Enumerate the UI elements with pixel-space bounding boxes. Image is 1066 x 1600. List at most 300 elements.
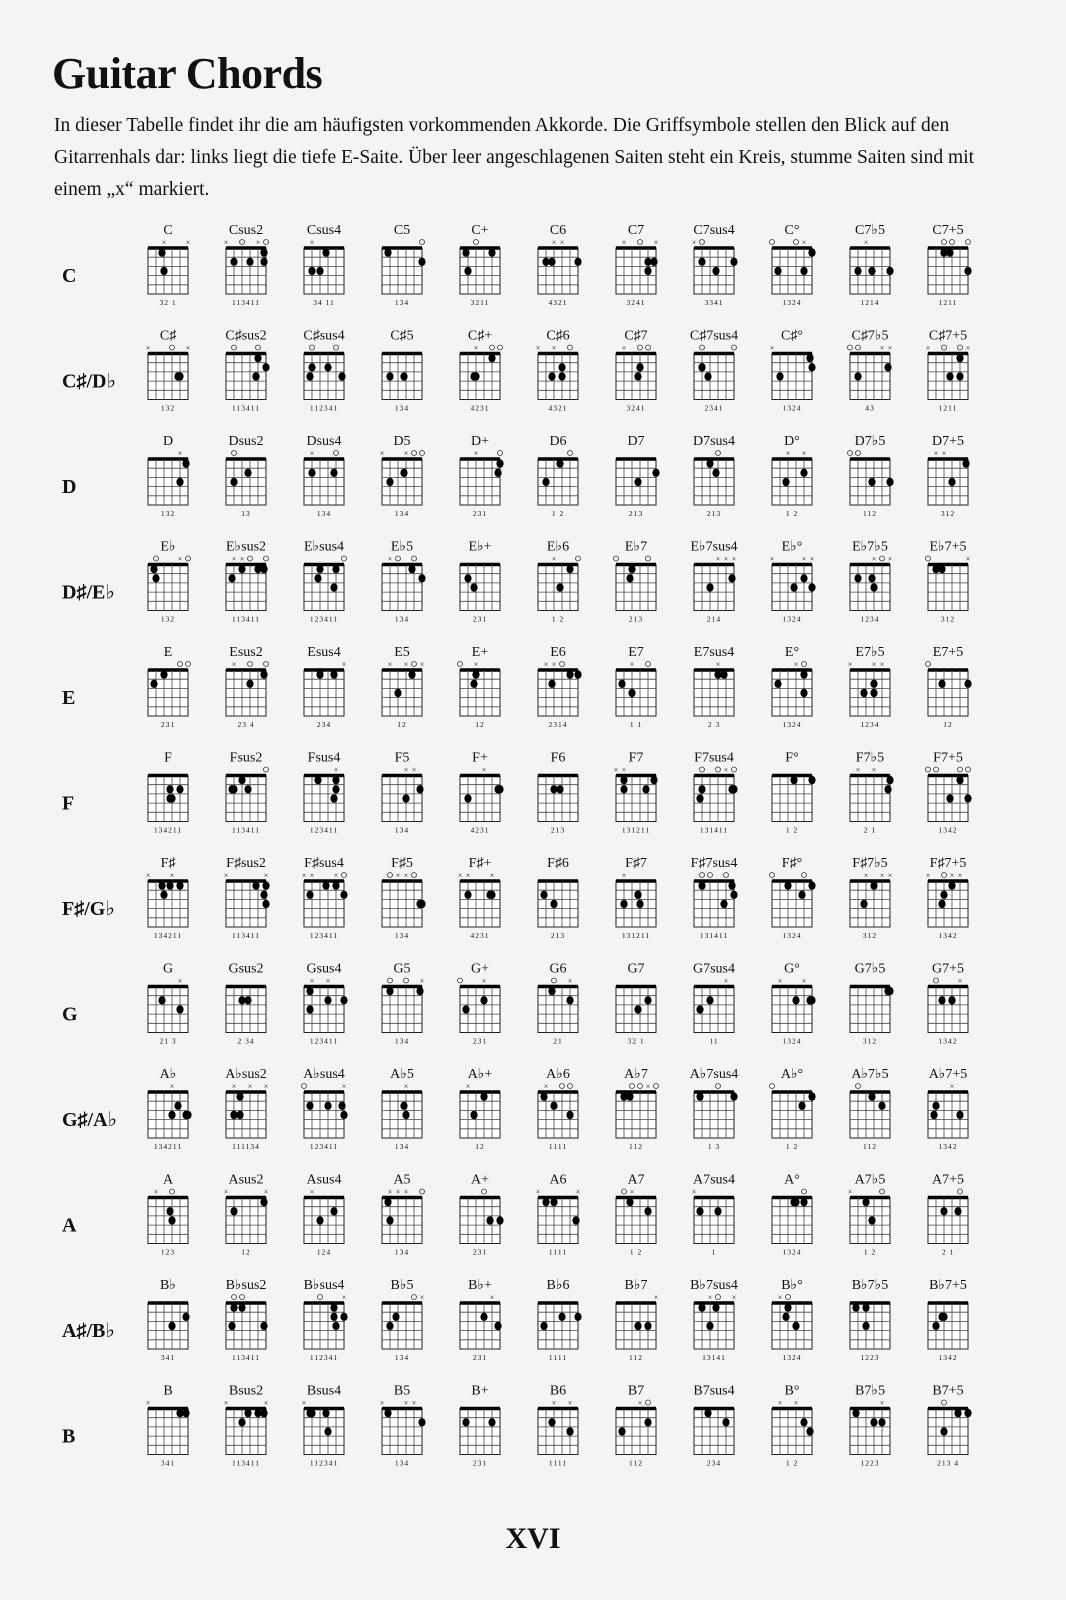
finger-numbers: 113411: [232, 298, 260, 307]
chord-name: D5: [393, 434, 411, 449]
chord-name: F5: [394, 750, 410, 766]
chord-diagram: [460, 329, 503, 413]
finger-dot: [244, 1409, 251, 1417]
open-string-marker: [708, 873, 713, 878]
finger-dot: [776, 372, 783, 380]
finger-dot: [558, 1313, 565, 1321]
chord-diagram: [770, 223, 816, 307]
finger-dot: [542, 1198, 549, 1206]
chord-diagram: [538, 645, 582, 729]
finger-numbers: 2 1: [863, 825, 877, 835]
chord-name: F♯sus2: [226, 856, 266, 871]
finger-dot: [956, 776, 963, 784]
fretboard: [226, 881, 266, 927]
finger-dot: [238, 565, 245, 573]
fretboard: [460, 881, 500, 927]
finger-dot: [634, 1322, 641, 1330]
finger-dot: [168, 1111, 175, 1119]
chord-name: F+: [472, 750, 488, 766]
chord-diagram: [304, 223, 344, 307]
finger-dot: [540, 1322, 547, 1330]
open-string-marker: [646, 345, 651, 350]
finger-dot: [182, 1409, 189, 1417]
chord-name: F♯7♭5: [852, 856, 888, 871]
chord-name: E♭+: [468, 539, 492, 555]
finger-dot: [806, 1427, 813, 1435]
muted-string-marker: ×: [793, 1398, 799, 1408]
finger-dot: [808, 363, 815, 371]
chord-name: C♯+: [467, 328, 493, 344]
muted-string-marker: ×: [169, 871, 175, 880]
chord-diagram: [690, 1278, 738, 1362]
finger-numbers: 123411: [309, 614, 339, 624]
finger-numbers: 312: [940, 509, 956, 518]
finger-dot: [246, 258, 253, 266]
chord-name: G5: [393, 961, 411, 977]
finger-numbers: 234: [706, 1458, 722, 1468]
finger-dot: [800, 267, 807, 275]
chord-name: B5: [393, 1383, 411, 1399]
open-string-marker: [240, 1295, 245, 1300]
intro-paragraph: In dieser Tabelle findet ihr die am häufigsten vorkommenden Akkorde. Die Griffsymbole stellen den Blick auf den Gitarrenhals dar: links liegt die tiefe E-Saite. Über leer angeschlagenen Saiten steht ein Kreis, stumme Saiten sind mit einem „x“ markiert.: [54, 115, 975, 200]
open-string-marker: [966, 767, 971, 772]
open-string-marker: [388, 978, 393, 983]
finger-numbers: 112341: [309, 1353, 339, 1362]
open-string-marker: [700, 345, 705, 350]
open-string-marker: [700, 240, 705, 245]
finger-numbers: 1211: [938, 298, 958, 307]
chord-diagram: [538, 1278, 582, 1362]
muted-string-marker: ×: [847, 660, 853, 669]
chord-name: A♭+: [467, 1067, 493, 1082]
finger-numbers: 113411: [232, 931, 260, 940]
chord-diagram: [690, 329, 738, 413]
finger-dot: [540, 891, 547, 899]
finger-numbers: 1324: [782, 1036, 802, 1046]
finger-numbers: 13141: [702, 1353, 726, 1362]
finger-dot: [948, 996, 955, 1004]
chord-name: B+: [471, 1383, 489, 1399]
finger-dot: [790, 776, 797, 784]
finger-dot: [634, 372, 641, 380]
finger-dot: [946, 794, 953, 802]
fretboard: [928, 987, 968, 1033]
chord-name: A7+5: [931, 1172, 965, 1188]
chord-diagram: [224, 856, 270, 940]
fretboard: [148, 670, 188, 716]
chord-name: A7: [627, 1172, 645, 1188]
finger-numbers: 1234: [860, 614, 880, 624]
chord-diagram: [848, 329, 893, 413]
fretboard: [538, 776, 578, 822]
finger-numbers: 123411: [309, 1036, 339, 1046]
chord-name: G+: [470, 961, 490, 977]
finger-numbers: 134: [316, 509, 332, 518]
chord-diagram: [148, 645, 191, 729]
muted-string-marker: ×: [957, 871, 963, 880]
finger-dot: [862, 1322, 869, 1330]
finger-dot: [244, 785, 251, 793]
finger-dot: [324, 1427, 331, 1435]
chord-name: B♭°: [781, 1278, 803, 1293]
finger-numbers: 2 1: [941, 1247, 955, 1257]
fretboard: [148, 1303, 188, 1349]
muted-string-marker: ×: [723, 976, 729, 986]
chord-diagram: [926, 856, 968, 940]
muted-string-marker: ×: [263, 871, 269, 880]
finger-dot: [720, 670, 727, 678]
finger-dot: [418, 574, 425, 582]
finger-dot: [854, 267, 861, 275]
chord-diagram: [692, 1173, 735, 1257]
finger-dot: [550, 900, 557, 908]
fretboard: [382, 1092, 422, 1138]
muted-string-marker: ×: [301, 1398, 307, 1408]
finger-dot: [852, 1303, 859, 1311]
finger-dot: [878, 1102, 885, 1110]
finger-numbers: 231: [472, 1353, 488, 1362]
chord-diagram: [226, 645, 269, 729]
chord-name: B7♭5: [855, 1383, 885, 1399]
finger-dot: [306, 891, 313, 899]
muted-string-marker: ×: [567, 976, 573, 986]
finger-numbers: 231: [472, 1458, 488, 1468]
finger-dot: [884, 785, 891, 793]
finger-numbers: 112: [863, 1142, 877, 1151]
chord-name: A♭sus2: [225, 1067, 267, 1082]
chord-diagram: [148, 223, 190, 307]
muted-string-marker: ×: [465, 871, 471, 880]
muted-string-marker: ×: [419, 660, 425, 669]
muted-string-marker: ×: [223, 871, 229, 880]
finger-numbers: 1111: [548, 1458, 568, 1468]
finger-dot: [704, 372, 711, 380]
chord-name: Esus4: [307, 645, 341, 660]
finger-dot: [230, 1303, 237, 1311]
page-number: XVI: [505, 1522, 561, 1555]
finger-dot: [244, 469, 251, 477]
finger-numbers: 4231: [470, 403, 490, 413]
finger-dot: [868, 1216, 875, 1224]
finger-dot: [572, 1216, 579, 1224]
chord-name: Dsus4: [306, 434, 342, 449]
chord-name: Esus2: [229, 645, 263, 660]
finger-dot: [626, 1092, 633, 1100]
chord-name: F7: [628, 750, 644, 766]
open-string-marker: [958, 345, 963, 350]
chord-diagram: [380, 434, 425, 518]
finger-dot: [940, 1207, 947, 1215]
finger-numbers: 112: [629, 1353, 643, 1362]
open-string-marker: [568, 345, 573, 350]
chord-name: G7: [627, 961, 645, 977]
chord-name: A♭7♭5: [851, 1067, 889, 1082]
finger-dot: [252, 372, 259, 380]
finger-dot: [868, 1092, 875, 1100]
finger-dot: [618, 1427, 625, 1435]
open-string-marker: [732, 345, 737, 350]
chord-diagram: [146, 856, 188, 940]
muted-string-marker: ×: [161, 238, 167, 247]
finger-numbers: 213 4: [937, 1458, 959, 1468]
chord-name: C♯°: [781, 328, 803, 344]
finger-numbers: 134: [394, 825, 410, 835]
fretboard: [226, 776, 266, 822]
finger-dot: [696, 1207, 703, 1215]
finger-numbers: 1342: [938, 931, 958, 940]
fretboard: [928, 1198, 968, 1244]
finger-numbers: 1234: [860, 720, 880, 729]
open-string-marker: [966, 240, 971, 245]
chord-diagram: [302, 1384, 344, 1468]
open-string-marker: [568, 1084, 573, 1089]
finger-numbers: 341: [160, 1353, 176, 1362]
finger-dot: [384, 1198, 391, 1206]
finger-dot: [340, 996, 347, 1004]
row-label: E: [62, 687, 76, 709]
finger-numbers: 1 3: [707, 1142, 721, 1151]
finger-dot: [160, 267, 167, 275]
finger-dot: [542, 258, 549, 266]
chord-name: C♯7sus4: [689, 328, 739, 344]
finger-dot: [938, 565, 945, 573]
finger-dot: [938, 996, 945, 1004]
chord-diagram: [304, 751, 344, 835]
muted-string-marker: ×: [403, 660, 409, 669]
chord-diagram: [616, 1067, 659, 1151]
row-label: C♯/D♭: [62, 370, 116, 393]
finger-dot: [808, 1092, 815, 1100]
chord-name: B7: [627, 1383, 645, 1399]
chord-name: Asus2: [228, 1172, 264, 1188]
muted-string-marker: ×: [715, 660, 721, 669]
finger-numbers: 1211: [938, 403, 958, 413]
finger-dot: [392, 1313, 399, 1321]
chord-name: E: [163, 645, 173, 660]
finger-numbers: 1324: [782, 403, 802, 413]
finger-numbers: 113411: [232, 1353, 260, 1362]
finger-numbers: 134: [394, 1458, 410, 1468]
muted-string-marker: ×: [457, 871, 463, 880]
finger-dot: [548, 987, 555, 995]
open-string-marker: [154, 556, 159, 561]
open-string-marker: [614, 556, 619, 561]
muted-string-marker: ×: [933, 449, 939, 458]
chord-diagram: [224, 223, 269, 307]
finger-dot: [548, 1418, 555, 1426]
chord-diagram: [382, 856, 426, 940]
finger-dot: [386, 478, 393, 486]
chord-name: C5: [393, 223, 411, 238]
finger-dot: [730, 258, 737, 266]
finger-dot: [954, 1207, 961, 1215]
finger-dot: [402, 794, 409, 802]
fretboard: [460, 1198, 500, 1244]
open-string-marker: [388, 873, 393, 878]
finger-dot: [322, 248, 329, 256]
chord-name: F♯7sus4: [690, 856, 738, 871]
fretboard: [772, 1092, 812, 1138]
finger-numbers: 21 3: [159, 1036, 177, 1046]
fretboard: [928, 881, 968, 927]
finger-dot: [494, 469, 501, 477]
finger-dot: [636, 900, 643, 908]
muted-string-marker: ×: [247, 1082, 253, 1091]
open-string-marker: [724, 873, 729, 878]
muted-string-marker: ×: [847, 1187, 853, 1197]
fretboard: [772, 1303, 812, 1349]
finger-dot: [228, 574, 235, 582]
chord-diagram: [226, 540, 269, 624]
chord-diagram: [304, 645, 346, 729]
chord-diagram: [850, 856, 892, 940]
open-string-marker: [232, 451, 237, 456]
finger-dot: [870, 1418, 877, 1426]
fretboard: [850, 565, 890, 611]
chord-diagram: [848, 645, 890, 729]
finger-dot: [470, 1111, 477, 1119]
finger-dot: [262, 900, 269, 908]
finger-dot: [574, 670, 581, 678]
finger-dot: [316, 267, 323, 275]
chord-diagram: [848, 1173, 890, 1257]
muted-string-marker: ×: [309, 1187, 315, 1197]
finger-numbers: 1324: [782, 1353, 802, 1362]
muted-string-marker: ×: [731, 1293, 737, 1302]
finger-numbers: 13: [241, 509, 251, 518]
finger-dot: [494, 785, 501, 793]
finger-dot: [228, 1322, 235, 1330]
chord-diagram: [616, 434, 660, 518]
chord-name: A°: [784, 1172, 800, 1188]
finger-dot: [696, 794, 703, 802]
chord-name: E♭sus4: [303, 539, 345, 555]
finger-dot: [166, 881, 173, 889]
fretboard: [226, 248, 266, 294]
muted-string-marker: ×: [185, 238, 191, 247]
open-string-marker: [170, 345, 175, 350]
chord-diagram: [226, 1278, 268, 1362]
muted-string-marker: ×: [387, 1187, 393, 1197]
muted-string-marker: ×: [965, 554, 971, 564]
muted-string-marker: ×: [263, 1398, 269, 1408]
finger-dot: [932, 1102, 939, 1110]
chord-diagram: [850, 223, 894, 307]
finger-numbers: 1342: [938, 1353, 958, 1362]
chord-name: Bsus4: [306, 1383, 342, 1399]
open-string-marker: [856, 345, 861, 350]
finger-numbers: 1324: [782, 1247, 802, 1257]
finger-dot: [322, 881, 329, 889]
chord-name: B♭5: [390, 1278, 414, 1293]
chord-diagram: [772, 751, 816, 835]
finger-numbers: 134: [394, 1353, 410, 1362]
muted-string-marker: ×: [177, 554, 183, 564]
chord-diagram: [772, 434, 812, 518]
open-string-marker: [934, 978, 939, 983]
finger-dot: [782, 478, 789, 486]
finger-dot: [416, 785, 423, 793]
muted-string-marker: ×: [465, 1082, 471, 1091]
open-string-marker: [716, 1084, 721, 1089]
chord-diagram: [693, 434, 735, 518]
chord-diagram: [690, 1067, 739, 1151]
muted-string-marker: ×: [871, 660, 877, 669]
muted-string-marker: ×: [535, 1187, 541, 1197]
finger-numbers: 213: [706, 509, 722, 518]
open-string-marker: [934, 767, 939, 772]
finger-dot: [472, 670, 479, 678]
muted-string-marker: ×: [535, 343, 541, 353]
chord-diagram: [536, 329, 578, 413]
finger-dot: [566, 1427, 573, 1435]
finger-dot: [174, 372, 181, 380]
finger-numbers: 312: [862, 1036, 878, 1046]
finger-dot: [330, 583, 337, 591]
finger-dot: [486, 1216, 493, 1224]
finger-dot: [306, 1102, 313, 1110]
chord-diagram: [538, 962, 578, 1046]
row-label: D♯/E♭: [62, 581, 115, 604]
chord-name: C♯7♭5: [851, 328, 889, 344]
finger-numbers: 1324: [782, 931, 802, 940]
muted-string-marker: ×: [543, 660, 549, 669]
finger-dot: [696, 1005, 703, 1013]
muted-string-marker: ×: [551, 238, 557, 247]
muted-string-marker: ×: [629, 1187, 635, 1197]
chord-diagram: [691, 856, 738, 940]
muted-string-marker: ×: [949, 1082, 955, 1091]
muted-string-marker: ×: [801, 554, 807, 564]
muted-string-marker: ×: [223, 1187, 229, 1197]
finger-dot: [316, 1216, 323, 1224]
finger-dot: [808, 248, 815, 256]
chord-name: F7sus4: [694, 750, 734, 766]
finger-dot: [252, 881, 259, 889]
muted-string-marker: ×: [403, 1082, 409, 1091]
finger-numbers: 112341: [309, 1458, 339, 1468]
row-label: C: [62, 265, 77, 287]
open-string-marker: [560, 1084, 565, 1089]
finger-dot: [480, 1092, 487, 1100]
fretboard: [616, 670, 656, 716]
open-string-marker: [264, 556, 269, 561]
finger-numbers: 134: [394, 1247, 410, 1257]
finger-numbers: 12: [475, 1142, 485, 1151]
chord-name: F7+5: [933, 750, 963, 766]
chord-name: Fsus4: [307, 750, 341, 766]
muted-string-marker: ×: [567, 1398, 573, 1408]
open-string-marker: [186, 556, 191, 561]
chord-name: E6: [550, 645, 566, 660]
finger-dot: [706, 1322, 713, 1330]
finger-dot: [338, 372, 345, 380]
chord-name: B♭7: [624, 1278, 648, 1293]
fretboard: [538, 881, 578, 927]
finger-dot: [260, 1409, 267, 1417]
finger-dot: [254, 565, 261, 573]
muted-string-marker: ×: [551, 1398, 557, 1408]
chord-name: E7: [628, 645, 644, 660]
finger-numbers: 43: [865, 403, 875, 413]
finger-dot: [800, 1198, 807, 1206]
chord-diagram: [850, 751, 894, 835]
open-string-marker: [170, 1189, 175, 1194]
muted-string-marker: ×: [551, 343, 557, 353]
muted-string-marker: ×: [309, 871, 315, 880]
finger-dot: [932, 1322, 939, 1330]
finger-dot: [306, 1409, 313, 1417]
